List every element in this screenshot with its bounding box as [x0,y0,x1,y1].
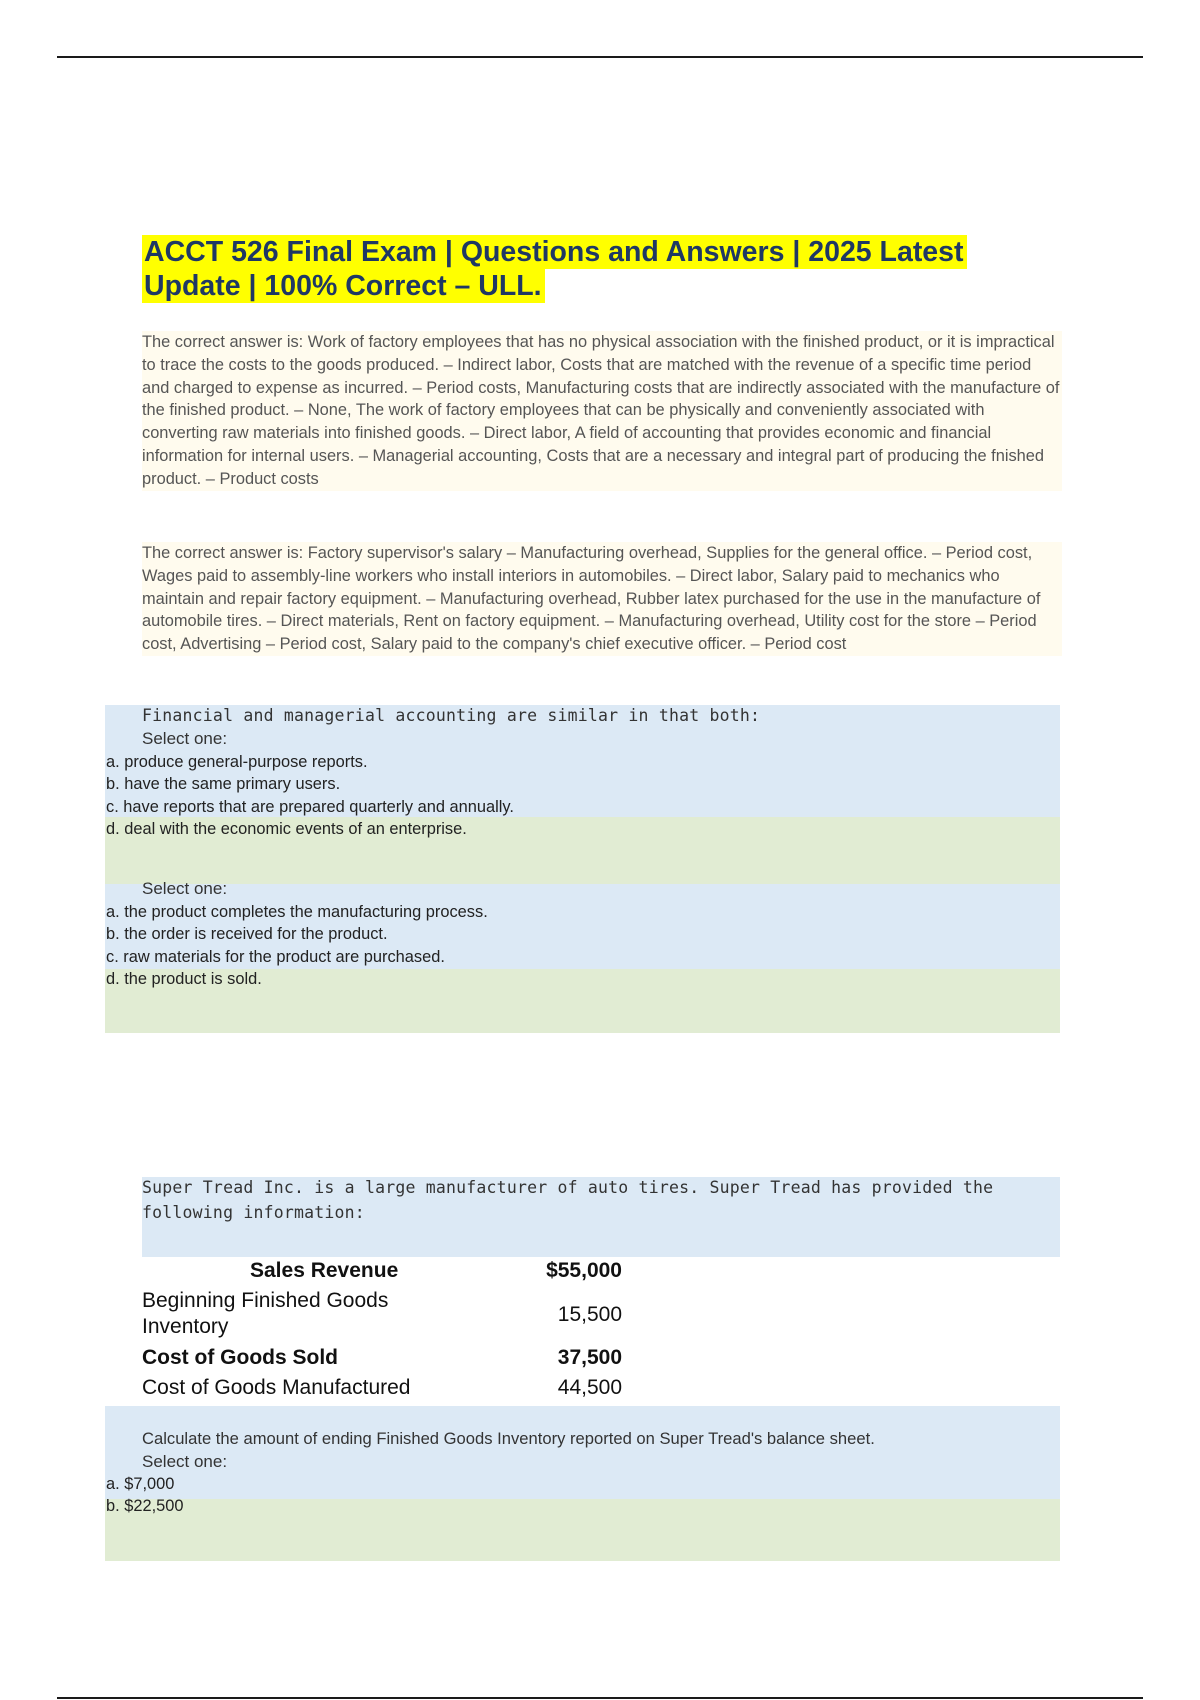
q2-option-c[interactable]: c. raw materials for the product are purchased. [106,948,445,966]
q3-question: Calculate the amount of ending Finished Goods Inventory reported on Super Tread's balance sheet. [142,1429,875,1448]
beginning-fg-value: 15,500 [557,1303,622,1326]
cogs-value: 37,500 [557,1346,622,1369]
q1-select-one: Select one: [142,729,228,748]
q1-option-b[interactable]: b. have the same primary users. [106,775,341,793]
q3-intro-line-2: following information: [142,1203,365,1222]
answer-text-1: The correct answer is: Work of factory employees that has no physical association with the finished product, or it is impractical to trace the costs to the goods produced. – Indirect labor, Costs that are matched with the revenue of a specific time period and charged to expense as incurred. – Period costs, Manufacturing costs that are indirectly associated with the manufacture of the finished product. – None, The work of factory employees that can be physically and conveniently associated with converting raw materials into finished goods. – Direct labor, A field of accounting that provides economic and financial information for internal users. – Managerial accounting, Costs that are a necessary and integral part of producing the fnished product. – Product costs [142,333,1060,488]
q3-intro-line-1: Super Tread Inc. is a large manufacturer of auto tires. Super Tread has provided the [142,1178,994,1197]
q1-option-d[interactable]: d. deal with the economic events of an enterprise. [106,820,467,838]
q3-select-one: Select one: [142,1452,228,1471]
cogm-value: 44,500 [557,1376,622,1399]
answer-text-2: The correct answer is: Factory supervisor's salary – Manufacturing overhead, Supplies for the general office. – Period cost, Wages paid to assembly-line workers who install interiors in automobiles. – Direct labor, Salary paid to mechanics who maintain and repair factory equipment. – Manufacturing overhead, Rubber latex purchased for the use in the manufacture of automobile tires. – Direct materials, Rent on factory equipment. – Manufacturing overhead, Utility cost for the store – Period cost, Advertising – Period cost, Salary paid to the company's chief executive officer. – Period cost [142,544,1041,654]
q2-select-one: Select one: [142,879,228,898]
q3-feedback-panel [105,1499,1060,1561]
cogm-label: Cost of Goods Manufactured [142,1376,411,1399]
bottom-rule [57,1697,1143,1699]
q2-option-a[interactable]: a. the product completes the manufacturing process. [106,903,488,921]
q2-option-d[interactable]: d. the product is sold. [106,970,262,988]
q1-option-c[interactable]: c. have reports that are prepared quarterly and annually. [106,798,514,816]
cogs-label: Cost of Goods Sold [142,1346,338,1369]
answer-block-2 [142,542,1062,656]
beginning-fg-label-line-2: Inventory [142,1315,229,1338]
q2-option-b[interactable]: b. the order is received for the product. [106,925,388,943]
document-title [142,235,1072,303]
q3-option-a[interactable]: a. $7,000 [106,1475,175,1493]
q1-option-a[interactable]: a. produce general-purpose reports. [106,753,368,771]
title-line-1: ACCT 526 Final Exam | Questions and Answers | 2025 Latest [142,235,967,269]
sales-revenue-value: $55,000 [546,1259,622,1282]
q1-question: Financial and managerial accounting are similar in that both: [142,706,761,725]
q3-option-b[interactable]: b. $22,500 [106,1497,184,1515]
beginning-fg-label-line-1: Beginning Finished Goods [142,1289,389,1312]
top-rule [57,56,1143,58]
sales-revenue-label: Sales Revenue [250,1259,399,1282]
title-line-2: Update | 100% Correct – ULL. [142,269,545,303]
q3-question-panel [105,1406,1060,1499]
answer-block-1 [142,331,1062,491]
